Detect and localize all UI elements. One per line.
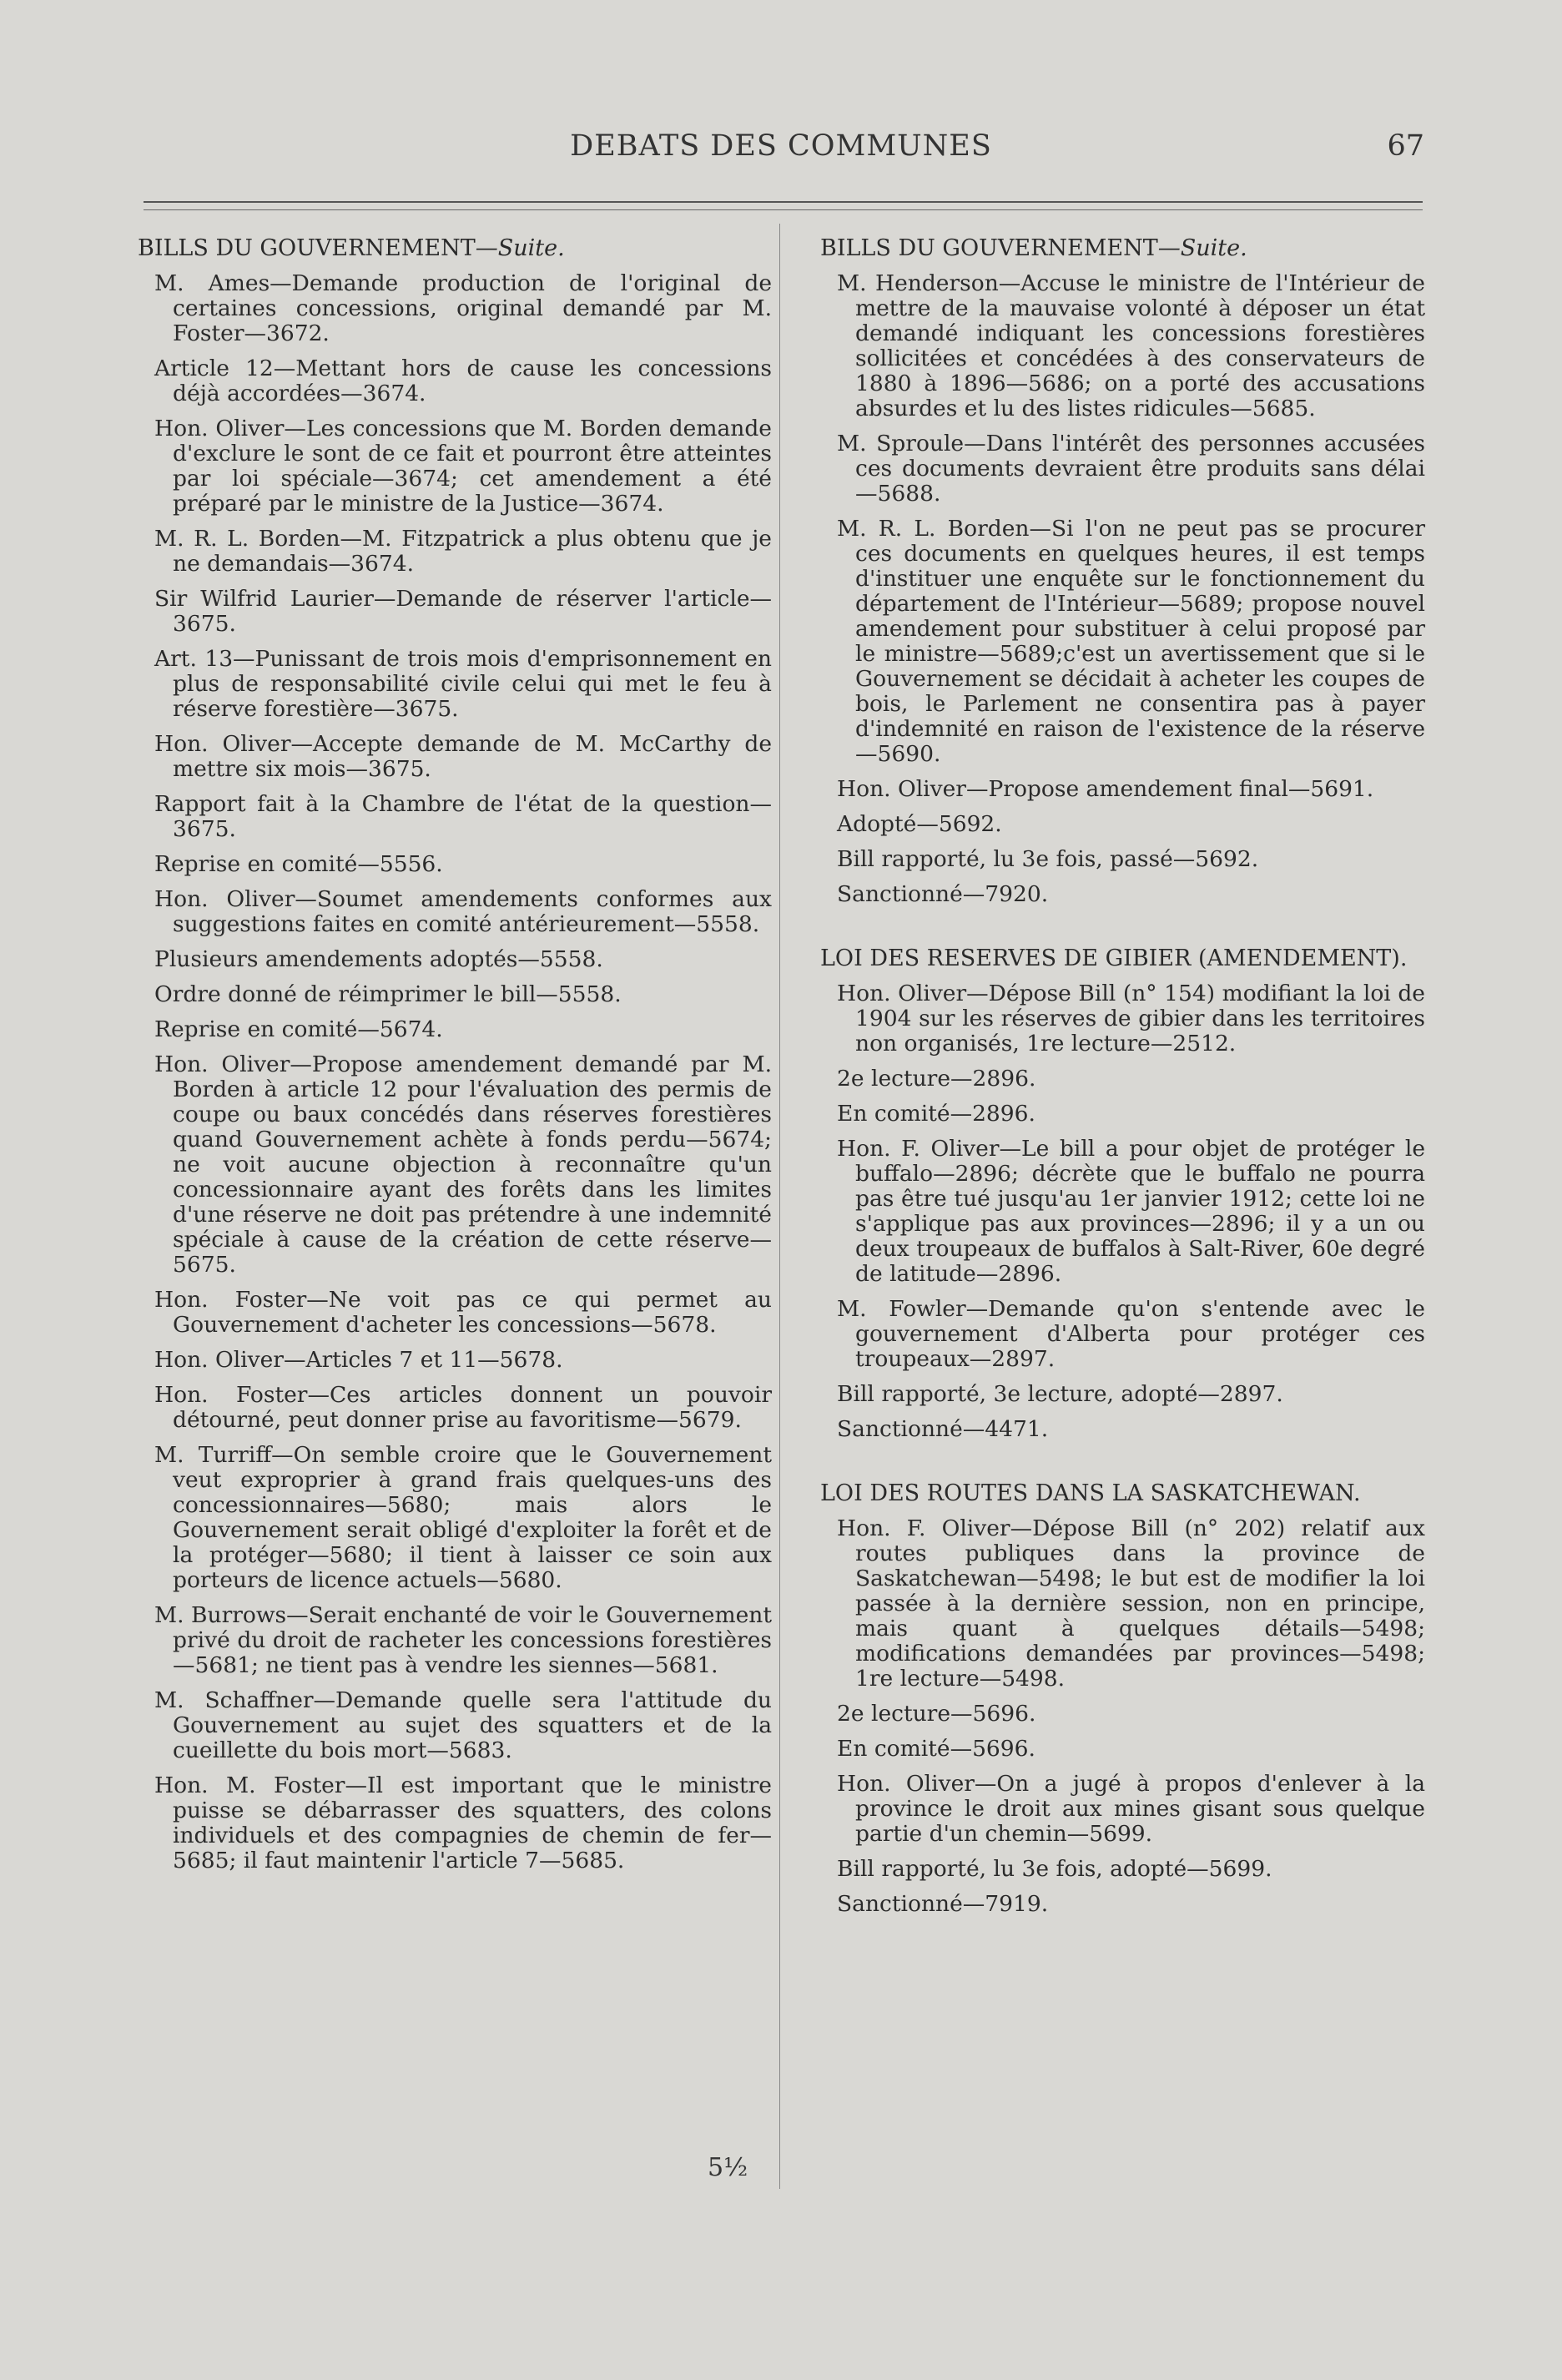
index-entry: Bill rapporté, 3e lecture, adopté—2897. bbox=[837, 1381, 1283, 1407]
header-rule-bottom bbox=[144, 209, 1423, 210]
index-entry: Hon. Oliver—Dépose Bill (n° 154) modifiant la loi de 1904 sur les réserves de gibier dans les territoires non organisés, 1re lecture—2512. bbox=[837, 981, 1425, 1056]
section-title-text: BILLS DU GOUVERNEMENT bbox=[138, 235, 476, 261]
index-entry: M. Fowler—Demande qu'on s'entende avec le gouvernement d'Alberta pour protéger ces troupeaux—2897. bbox=[837, 1296, 1425, 1372]
index-entry: Hon. M. Foster—Il est important que le ministre puisse se débarrasser des squatters, des colons individuels et des compagnies de chemin de fer—5685; il faut maintenir l'article 7—5685. bbox=[154, 1772, 772, 1873]
header-rules bbox=[144, 196, 1423, 221]
index-entry: Sir Wilfrid Laurier—Demande de réserver l'article—3675. bbox=[154, 586, 772, 637]
index-entry: Hon. Oliver—Soumet amendements conformes aux suggestions faites en comité antérieurement—5558. bbox=[154, 886, 772, 937]
index-entry: 2e lecture—2896. bbox=[837, 1066, 1036, 1092]
index-entry: Hon. F. Oliver—Le bill a pour objet de protéger le buffalo—2896; décrète que le buffalo ne pourra pas être tué jusqu'au 1er janvier 1912; cette loi ne s'applique pas aux provinces—2896; il y a un ou deux troupeaux de buffalos à Salt-River, 60e degré de latitude—2896. bbox=[837, 1136, 1425, 1287]
index-entry: Sanctionné—7919. bbox=[837, 1891, 1049, 1917]
index-entry: Plusieurs amendements adoptés—5558. bbox=[154, 946, 603, 972]
index-entry: Ordre donné de réimprimer le bill—5558. bbox=[154, 981, 622, 1007]
index-entry: M. R. L. Borden—Si l'on ne peut pas se procurer ces documents en quelques heures, il est temps d'instituer une enquête sur le fonctionnement du département de l'Intérieur—5689; propose nouvel amendement pour substituer à celui proposé par le ministre—5689;c'est un avertissement que si le Gouvernement se décidait à acheter les coupes de bois, le Parlement ne consentira pas à payer d'indemnité en raison de l'existence de la réserve—5690. bbox=[837, 516, 1425, 767]
index-entry: Hon. Oliver—Accepte demande de M. McCarthy de mettre six mois—3675. bbox=[154, 731, 772, 782]
index-entry: Rapport fait à la Chambre de l'état de la question—3675. bbox=[154, 791, 772, 842]
index-entry: Hon. Foster—Ces articles donnent un pouvoir détourné, peut donner prise au favoritisme—5679. bbox=[154, 1382, 772, 1433]
index-entry: M. Burrows—Serait enchanté de voir le Gouvernement privé du droit de racheter les concessions forestières—5681; ne tient pas à vendre les siennes—5681. bbox=[154, 1602, 772, 1678]
index-entry: Hon. F. Oliver—Dépose Bill (n° 202) relatif aux routes publiques dans la province de Saskatchewan—5498; le but est de modifier la loi passée à la dernière session, non en principe, mais quant à quelques détails—5498; modifications demandées par provinces—5498; 1re lecture—5498. bbox=[837, 1515, 1425, 1692]
header-rule-top bbox=[144, 201, 1423, 203]
index-entry: Article 12—Mettant hors de cause les concessions déjà accordées—3674. bbox=[154, 355, 772, 406]
left-column bbox=[138, 235, 772, 1883]
index-entry: Reprise en comité—5674. bbox=[154, 1016, 443, 1042]
index-entry: Hon. Oliver—Les concessions que M. Borden demande d'exclure le sont de ce fait et pourront être atteintes par loi spéciale—3674; cet amendement a été préparé par le ministre de la Justice—3674. bbox=[154, 416, 772, 517]
index-entry: M. Schaffner—Demande quelle sera l'attitude du Gouvernement au sujet des squatters et de la cueillette du bois mort—5683. bbox=[154, 1687, 772, 1763]
index-entry: Hon. Oliver—On a jugé à propos d'enlever à la province le droit aux mines gisant sous quelque partie d'un chemin—5699. bbox=[837, 1771, 1425, 1847]
index-entry: M. Turriff—On semble croire que le Gouvernement veut exproprier à grand frais quelques-uns des concessionnaires—5680; mais alors le Gouvernement serait obligé d'exploiter la forêt et de la protéger—5680; il tient à laisser ce soin aux porteurs de licence actuels—5680. bbox=[154, 1442, 772, 1593]
section-title-routes: LOI DES ROUTES DANS LA SASKATCHEWAN. bbox=[820, 1480, 1361, 1506]
index-entry: En comité—2896. bbox=[837, 1101, 1035, 1127]
section-title-text: BILLS DU GOUVERNEMENT bbox=[820, 235, 1158, 261]
index-entry: Hon. Oliver—Propose amendement demandé par M. Borden à article 12 pour l'évaluation des permis de coupe ou baux concédés dans réserves forestières quand Gouvernement achète à fonds perdu—5674; ne voit aucune objection à reconnaître qu'un concessionnaire ayant des forêts dans les limites d'une réserve ne doit pas prétendre à une indemnité spéciale à cause de la création de cette réserve—5675. bbox=[154, 1051, 772, 1278]
section-title-bills bbox=[820, 235, 1425, 261]
section-title-suffix: —Suite. bbox=[1157, 235, 1247, 261]
page-header bbox=[0, 129, 1562, 179]
running-title: DEBATS DES COMMUNES bbox=[570, 129, 992, 163]
index-entry: Adopté—5692. bbox=[837, 811, 1002, 837]
index-entry: M. Ames—Demande production de l'original de certaines concessions, original demandé par M. Foster—3672. bbox=[154, 270, 772, 346]
section-title-gibier: LOI DES RESERVES DE GIBIER (AMENDEMENT). bbox=[820, 945, 1408, 971]
index-entry: Sanctionné—4471. bbox=[837, 1416, 1049, 1442]
section-title-suffix: —Suite. bbox=[475, 235, 565, 261]
index-entry: Sanctionné—7920. bbox=[837, 881, 1049, 907]
right-column bbox=[820, 235, 1425, 1927]
index-entry: Hon. Foster—Ne voit pas ce qui permet au Gouvernement d'acheter les concessions—5678. bbox=[154, 1287, 772, 1338]
index-entry: Bill rapporté, lu 3e fois, passé—5692. bbox=[837, 846, 1259, 872]
index-entry: Hon. Oliver—Propose amendement final—5691. bbox=[837, 776, 1374, 802]
index-entry: M. Henderson—Accuse le ministre de l'Intérieur de mettre de la mauvaise volonté à déposer un état demandé indiquant les concessions forestières sollicitées et concédées à des conservateurs de 1880 à 1896—5686; on a porté des accusations absurdes et lu des listes ridicules—5685. bbox=[837, 270, 1425, 421]
column-divider bbox=[779, 224, 780, 2189]
section-title-bills bbox=[138, 235, 772, 261]
index-entry: M. R. L. Borden—M. Fitzpatrick a plus obtenu que je ne demandais—3674. bbox=[154, 526, 772, 577]
index-entry: Bill rapporté, lu 3e fois, adopté—5699. bbox=[837, 1856, 1272, 1882]
index-entry: En comité—5696. bbox=[837, 1736, 1035, 1762]
page-number: 67 bbox=[1387, 129, 1424, 163]
index-entry: Hon. Oliver—Articles 7 et 11—5678. bbox=[154, 1347, 563, 1373]
index-entry: M. Sproule—Dans l'intérêt des personnes accusées ces documents devraient être produits sans délai—5688. bbox=[837, 431, 1425, 507]
signature-folio: 5½ bbox=[708, 2153, 748, 2182]
index-entry: Art. 13—Punissant de trois mois d'emprisonnement en plus de responsabilité civile celui qui met le feu à réserve forestière—3675. bbox=[154, 646, 772, 722]
index-entry: Reprise en comité—5556. bbox=[154, 851, 443, 877]
index-entry: 2e lecture—5696. bbox=[837, 1701, 1036, 1727]
